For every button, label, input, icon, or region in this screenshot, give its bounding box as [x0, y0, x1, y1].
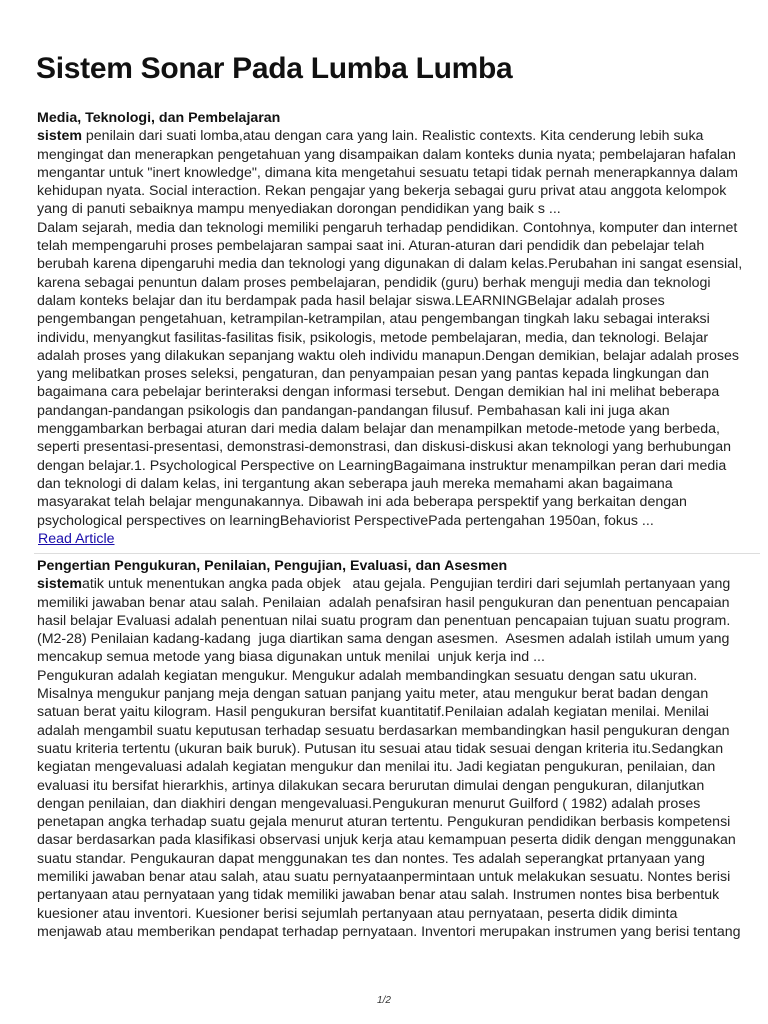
text-line-content: menggambarkan berbagai aturan dari media dalam belajar dan menampilkan metode-metode yang berbeda,	[37, 421, 720, 438]
text-line	[37, 237, 737, 255]
text-line-content: dan teknologi di dalam kelas, ini tergantung akan seberapa jauh mereka memahami akan bagaimana	[37, 475, 673, 492]
text-line-content: masyarakat telah belajar mengunakannya. Dibawah ini ada beberapa perspektif yang berkaitan dengan	[37, 494, 687, 511]
text-line-content: bagaimana cara pebelajar berinteraksi dengan informasi tersebut. Dengan demikian hal ini melihat beberapa	[37, 384, 720, 401]
text-line-content: pandangan-pandangan psikologis dan pandangan-pandangan filusuf. Pembahasan kali ini juga akan	[37, 402, 670, 419]
text-line-content: adalah mengambil suatu keputusan terhadap sesuatu berdasarkan membandingkan hasil pengukuran dengan	[37, 722, 730, 739]
text-line-content: mengingat dan menerapkan pengetahuan yang disampaikan dalam konteks dunia nyata; pembelajaran hafalan	[37, 146, 736, 163]
text-line-content: telah mempengaruhi proses pembelajaran sampai saat ini. Aturan-aturan dari pendidik dan pebelajar telah	[37, 238, 705, 255]
text-line-content: mengantar untuk "inert knowledge", dimana kita mengetahui sesuatu tetapi tidak pernah menerapkannya dalam	[37, 164, 738, 181]
text-line-content: evaluasi itu bersifat hierarkhis, artinya dilakukan secara berurutan dimulai dengan pengukuran, dilanjutkan	[37, 777, 705, 794]
text-line	[37, 648, 737, 666]
text-line-content: psychological perspectives on learningBehaviorist PerspectivePada pertengahan 1950an, fokus ...	[37, 512, 654, 529]
text-line	[37, 347, 737, 365]
text-line	[37, 457, 737, 475]
text-line	[37, 182, 737, 200]
text-line	[37, 402, 737, 420]
text-line-content: kehidupan nyata. Social interaction. Rekan pengajar yang bekerja sebagai guru privat atau anggota kelompok	[37, 183, 727, 200]
text-line	[37, 777, 737, 795]
text-line-content: dasar berdasarkan pada klasifikasi observasi unjuk kerja atau kemampuan peserta didik dengan menggunakan	[37, 832, 736, 849]
text-line-content: kuesioner atau inventori. Kuesioner berisi sejumlah pertanyaan atau pernyataan, peserta didik diminta	[37, 905, 678, 922]
text-line-content: dengan belajar.1. Psychological Perspective on LearningBagaimana instruktur menampilkan peran dari media	[37, 457, 727, 474]
section-body	[37, 127, 743, 530]
text-line	[37, 475, 737, 493]
text-line	[37, 795, 737, 813]
text-line-content: suatu standar. Pengukauran dapat menggunakan tes dan nontes. Tes adalah seperangkat prtanyaan yang	[37, 850, 705, 867]
text-line	[37, 740, 737, 758]
text-line	[37, 923, 741, 941]
text-line	[37, 886, 737, 904]
text-line	[37, 685, 737, 703]
section-heading: Pengertian Pengukuran, Penilaian, Pengujian, Evaluasi, dan Asesmen	[37, 558, 508, 574]
text-line-content: satuan berat yaitu kilogram. Hasil pengukuran bersifat kuantitatif.Penilaian adalah kegiatan menilai. Menilai	[37, 704, 709, 721]
text-line	[37, 758, 737, 776]
text-line	[37, 383, 737, 401]
text-line-content: adalah proses yang dilakukan sepanjang waktu oleh individu manapun.Dengan demikian, belajar adalah proses	[37, 347, 739, 364]
text-line-content: Misalnya mengukur panjang meja dengan satuan panjang yaitu meter, atau mengukur berat badan dengan	[37, 686, 709, 703]
text-line-content: Dalam sejarah, media dan teknologi memiliki pengaruh terhadap pendidikan. Contohnya, komputer dan internet	[37, 219, 738, 236]
text-line	[37, 667, 737, 685]
text-line	[37, 813, 737, 831]
text-line	[37, 219, 737, 237]
text-line	[37, 164, 737, 182]
text-line	[37, 365, 737, 383]
text-line	[37, 905, 737, 923]
article-section-media	[37, 109, 743, 548]
read-article-link[interactable]: Read Article	[38, 530, 115, 547]
text-line	[37, 438, 737, 456]
text-line-content: seperti presentasi-presentasi, demonstrasi-demonstrasi, dan diskusi-diskusi akan teknologi yang berhubungan	[37, 439, 731, 456]
text-line	[37, 493, 737, 511]
text-line-content: Pengukuran adalah kegiatan mengukur. Mengukur adalah membandingkan sesuatu dengan satu ukuran.	[37, 667, 698, 684]
text-line-content: (M2-28) Penilaian kadang-kadang juga diartikan sama dengan asesmen. Asesmen adalah istilah umum yang	[37, 631, 730, 648]
article-section-pengukuran	[37, 557, 741, 941]
text-line	[37, 512, 737, 530]
text-line	[37, 274, 737, 292]
text-line-content: menjawab atau memberikan pendapat terhadap pernyataan. Inventori merupakan instrumen yang berisi tentang	[37, 923, 741, 940]
text-line-content: dengan penilaian, dan diakhiri dengan mengevaluasi.Pengukuran menurut Guilford ( 1982) adalah proses	[37, 795, 701, 812]
text-line-content: penetapan angka terhadap suatu gejala menurut aturan tertentu. Pengukuran pendidikan berbasis kompetensi	[37, 814, 731, 831]
text-line	[37, 630, 737, 648]
text-line-content: mencakup semua metode yang biasa digunakan untuk menilai unjuk kerja ind ...	[37, 649, 545, 666]
text-line	[37, 127, 737, 145]
text-line	[37, 575, 737, 593]
text-line-content: kegiatan mengevaluasi adalah kegiatan mengukur dan menilai itu. Jadi kegiatan pengukuran, penilaian, dan	[37, 759, 716, 776]
text-line-content: yang melibatkan proses seleksi, pengaturan, dan penyampaian pesan yang pantas kepada lingkungan dan	[37, 366, 710, 383]
text-line-content: pertanyaan atau pernyataan yang tidak memiliki jawaban benar atau salah. Instrumen nontes bisa berbentuk	[37, 887, 720, 904]
section-heading: Media, Teknologi, dan Pembelajaran	[37, 110, 281, 126]
text-line-content: atik untuk menentukan angka pada objek atau gejala. Pengujian terdiri dari sejumlah pertanyaan yang	[81, 576, 731, 593]
section-divider	[34, 553, 760, 554]
text-line-content: berubah karena dipengaruhi media dan teknologi yang digunakan di dalam kelas.Perubahan ini sangat esensial,	[37, 256, 743, 273]
text-line	[37, 255, 743, 273]
text-line	[37, 329, 737, 347]
text-line-content: suatu kriteria tertentu (ukuran baik buruk). Putusan itu sesuai atau tidak sesuai dengan kriteria itu.Sedangkan	[37, 740, 724, 757]
text-line-content: yang di panuti sebaiknya mampu menyediakan dorongan pendidikan yang baik s ...	[37, 201, 561, 218]
text-line	[37, 594, 737, 612]
text-line-content: individu, menyangkut fasilitas-fasilitas fisik, psikologis, metode pembelajaran, media, dan teknologi. Belajar	[37, 329, 709, 346]
text-line-content: penilain dari suati lomba,atau dengan cara yang lain. Realistic contexts. Kita cenderung lebih suka	[81, 128, 704, 145]
text-line	[37, 292, 737, 310]
text-line-content: memiliki jawaban benar atau salah, atau suatu pernyataanpermintaan untuk melakukan sesuatu. Nontes berisi	[37, 869, 731, 886]
text-line	[37, 831, 737, 849]
text-line-content: hasil belajar Evaluasi adalah penentuan nilai suatu program dan penentuan pencapaian tujuan suatu program.	[37, 612, 731, 629]
section-body	[37, 575, 741, 941]
text-line	[37, 200, 737, 218]
page-number: 1/2	[377, 995, 391, 1006]
text-line-content: dalam konteks belajar dan itu berdampak pada hasil belajar siswa.LEARNINGBelajar adalah proses	[37, 292, 665, 309]
text-line-content: karena sebagai penuntun dalam proses pembelajaran, pendidik (guru) berhak menguji media dan teknologi	[37, 274, 711, 291]
page-title: Sistem Sonar Pada Lumba Lumba	[36, 52, 513, 85]
text-line	[37, 722, 737, 740]
text-line	[37, 310, 737, 328]
text-line-content: memiliki jawaban benar atau salah. Penilaian adalah penafsiran hasil pengukuran dan penentuan pencapaian	[37, 594, 730, 611]
text-line	[37, 612, 737, 630]
text-line	[37, 850, 737, 868]
text-line	[37, 146, 737, 164]
text-line	[37, 420, 737, 438]
keyword-highlight: sistem	[37, 576, 82, 593]
text-line	[37, 868, 737, 886]
keyword-highlight: sistem	[37, 128, 82, 145]
text-line	[37, 703, 737, 721]
text-line-content: pengembangan pengetahuan, ketrampilan-ketrampilan, atau pengembangan tingkah laku sebagai interaksi	[37, 311, 710, 328]
